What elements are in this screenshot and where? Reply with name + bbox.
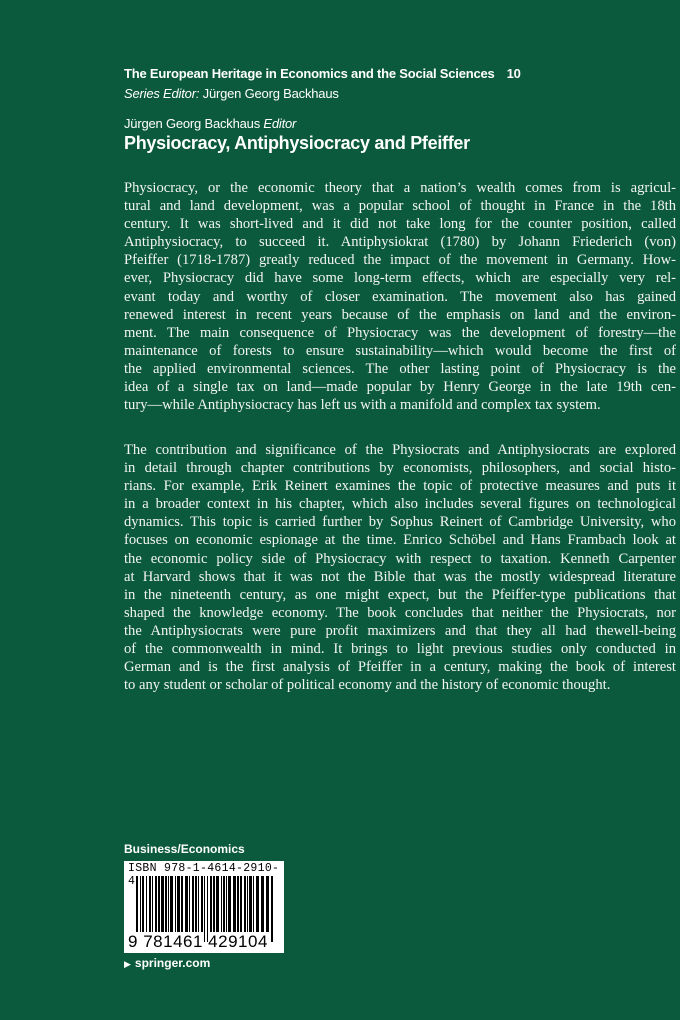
series-editor xyxy=(124,86,339,101)
isbn-text: ISBN 978-1-4614-2910-4 xyxy=(128,862,280,888)
series-editor-label: Series Editor: xyxy=(124,86,200,101)
barcode-bar xyxy=(213,876,215,932)
text-line: Pfeiffer (1718-1787) greatly reduced the impact of the movement in Germany. How- xyxy=(124,252,676,269)
ean-digit-first: 9 xyxy=(128,932,138,951)
series-number: 10 xyxy=(506,66,521,81)
text-line: century. It was short-lived and it did not take long for the counter position, called xyxy=(124,216,676,233)
barcode-bar xyxy=(228,876,231,932)
text-line: shaped the knowledge economy. The book concludes that neither the Physiocrats, nor xyxy=(124,604,676,621)
barcode-bar xyxy=(216,876,219,932)
barcode-bar xyxy=(244,876,246,932)
text-line: at Harvard shows that it was not the Bible that was the mostly widespread literature xyxy=(124,568,676,585)
barcode-bar xyxy=(149,876,151,932)
text-line: dynamics. This topic is carried further by Sophus Reinert of Cambridge University, who xyxy=(124,514,676,531)
text-line: tury—while Antiphysiocracy has left us with a manifold and complex tax system. xyxy=(124,397,601,414)
isbn-barcode xyxy=(124,861,284,953)
text-line: in a broader context in his chapter, which also includes several figures on technological xyxy=(124,496,676,513)
series-editor-name: Jürgen Georg Backhaus xyxy=(202,86,339,101)
barcode-bar xyxy=(168,876,169,932)
barcode-bar xyxy=(247,876,248,932)
text-line: tural and land development, was a popular school of thought in France in the 18th xyxy=(124,198,676,215)
publisher-link[interactable] xyxy=(124,956,210,970)
text-line: in detail through chapter contributions by economists, philosophers, and social histo- xyxy=(124,460,676,477)
book-editor xyxy=(124,116,296,131)
description-paragraph-1 xyxy=(124,179,676,414)
barcode-bar xyxy=(192,876,194,932)
barcode-bar xyxy=(256,876,259,932)
barcode-bar xyxy=(189,876,190,932)
barcode-bar xyxy=(155,876,157,932)
text-line: rians. For example, Erik Reinert examines the topic of protective measures and puts it xyxy=(124,478,676,495)
barcode-bar xyxy=(195,876,197,932)
series-title xyxy=(124,66,521,81)
text-line: idea of a single tax on land—made popular by Henry George in the late 19th cen- xyxy=(124,379,676,396)
publisher-link-text[interactable]: springer.com xyxy=(134,956,211,970)
barcode-bar xyxy=(233,876,236,932)
description-paragraph-2 xyxy=(124,441,676,694)
book-title: Physiocracy, Antiphysiocracy and Pfeiffer xyxy=(124,133,470,153)
barcode-bar xyxy=(140,876,141,932)
barcode-bar xyxy=(240,876,242,932)
barcode-bar xyxy=(237,876,239,932)
barcode-bar xyxy=(210,876,212,932)
barcode-bar xyxy=(223,876,225,932)
barcode-bar xyxy=(177,876,180,932)
text-line: in the nineteenth century, as one might expect, but the Pfeiffer-type publications that xyxy=(124,586,676,603)
text-line: maintenance of forests to ensure sustainability—which would become the first of xyxy=(124,342,676,359)
text-line: German and is the first analysis of Pfeiffer in a century, making the book of interest xyxy=(124,659,676,676)
series-name: The European Heritage in Economics and the Social Sciences xyxy=(124,66,495,81)
text-line: of the commonwealth in mind. It brings to light previous studies only conducted in xyxy=(124,641,676,658)
text-line: the applied environmental sciences. The other lasting point of Physiocracy is the xyxy=(124,360,676,377)
ean-digits-left: 781461 xyxy=(143,932,203,951)
barcode-bar xyxy=(253,876,254,932)
barcode-bar xyxy=(142,876,144,932)
barcode-bar xyxy=(185,876,188,932)
barcode-bar xyxy=(198,876,199,932)
barcode-bar xyxy=(261,876,264,932)
barcode-bar xyxy=(175,876,176,932)
barcode-bar xyxy=(152,876,153,932)
barcode-bar xyxy=(165,876,167,932)
barcode-bar xyxy=(158,876,160,932)
barcode-bar xyxy=(266,876,269,932)
barcode-bar xyxy=(221,876,222,932)
text-line: the Antiphysiocrats were pure profit maximizers and that they all had thewell-being xyxy=(124,622,676,639)
text-line: The contribution and significance of the Physiocrats and Antiphysiocrats are explored xyxy=(124,442,676,458)
text-line: focuses on economic espionage at the time. Enrico Schöbel and Hans Frambach look at xyxy=(124,532,676,549)
text-line: ever, Physiocracy did have some long-term effects, which are especially very rel- xyxy=(124,270,676,287)
text-line: Antiphysiocracy, to succeed it. Antiphysiokrat (1780) by Johann Friederich (von) xyxy=(124,234,676,251)
barcode-bar xyxy=(226,876,227,932)
text-line: the economic policy side of Physiocracy with respect to taxation. Kenneth Carpenter xyxy=(124,550,676,567)
ean-digits-right: 429104 xyxy=(208,932,268,951)
barcode-bar xyxy=(170,876,173,932)
text-line: to any student or scholar of political economy and the history of economic thought. xyxy=(124,677,611,694)
book-editor-label: Editor xyxy=(263,116,297,131)
book-editor-name: Jürgen Georg Backhaus xyxy=(124,116,260,131)
barcode-bar xyxy=(181,876,183,932)
barcode-bar xyxy=(146,876,147,932)
arrow-right-icon: ▶ xyxy=(124,959,131,969)
barcode-bar xyxy=(249,876,252,932)
ean-digits xyxy=(128,932,268,951)
text-line: evant today and worthy of closer examination. The movement also has gained xyxy=(124,288,676,305)
barcode-bar xyxy=(161,876,164,932)
text-line: renewed interest in recent years because of the emphasis on land and the environ- xyxy=(124,306,676,323)
barcode-bar xyxy=(201,876,203,932)
text-line: Physiocracy, or the economic theory that a nation’s wealth comes from is agricul- xyxy=(124,180,676,196)
text-line: ment. The main consequence of Physiocracy was the development of forestry—the xyxy=(124,324,676,341)
category-label: Business/Economics xyxy=(124,842,245,856)
barcode-bar xyxy=(271,876,273,942)
